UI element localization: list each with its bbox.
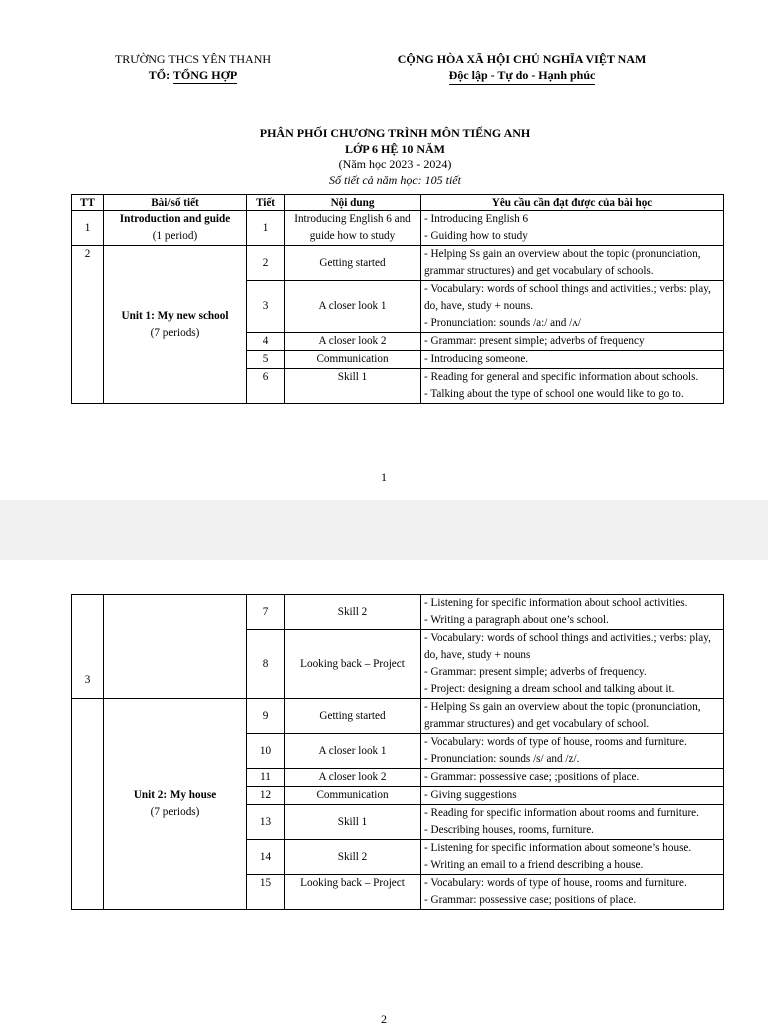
country-name: CỘNG HÒA XÃ HỘI CHỦ NGHĨA VIỆT NAM — [397, 52, 647, 66]
table-row — [72, 699, 724, 734]
title-line-1: PHÂN PHỐI CHƯƠNG TRÌNH MÔN TIẾNG ANH — [259, 126, 531, 140]
cell-content: Communication — [285, 351, 421, 369]
cell-content: Looking back – Project — [285, 630, 421, 699]
cell-content: Communication — [285, 787, 421, 805]
col-header-tt: TT — [72, 195, 104, 211]
col-header-content: Nội dung — [285, 195, 421, 211]
national-motto: Độc lập - Tự do - Hạnh phúc — [449, 67, 596, 85]
cell-period: 5 — [247, 351, 285, 369]
cell-tt: 3 — [72, 699, 104, 910]
cell-requirement: - Reading for general and specific information about schools. - Talking about the type of school one would like to go to. — [421, 369, 724, 404]
cell-content: A closer look 1 — [285, 281, 421, 333]
total-periods: Số tiết cả năm học: 105 tiết — [329, 172, 461, 187]
cell-period: 9 — [247, 699, 285, 734]
cell-requirement: - Vocabulary: words of school things and activities.; verbs: play, do, have, study + nouns. - Pronunciation: sounds /a:/ and /ʌ/ — [421, 281, 724, 333]
cell-requirement: - Reading for specific information about rooms and furniture. - Describing houses, rooms, furniture. — [421, 805, 724, 840]
cell-requirement: - Vocabulary: words of school things and activities.; verbs: play, do, have, study + nouns - Grammar: present simple; adverbs of frequency. - Project: designing a dream school and talking about it. — [421, 630, 724, 699]
school-header — [112, 51, 274, 83]
cell-content: A closer look 2 — [285, 333, 421, 351]
page-number: 2 — [381, 1012, 387, 1024]
curriculum-table-page-1 — [71, 194, 724, 404]
cell-content: A closer look 2 — [285, 769, 421, 787]
col-header-lesson: Bài/số tiết — [104, 195, 247, 211]
cell-period: 15 — [247, 875, 285, 910]
curriculum-table-page-2 — [71, 594, 724, 910]
cell-requirement: - Grammar: possessive case; ;positions of place. — [421, 769, 724, 787]
cell-period: 8 — [247, 630, 285, 699]
cell-requirement: - Giving suggestions — [421, 787, 724, 805]
cell-period: 10 — [247, 734, 285, 769]
title-line-2: LỚP 6 HỆ 10 NĂM — [344, 141, 445, 156]
cell-period: 7 — [247, 595, 285, 630]
page-number: 1 — [381, 470, 387, 484]
cell-requirement: - Grammar: present simple; adverbs of frequency — [421, 333, 724, 351]
cell-content: Getting started — [285, 699, 421, 734]
cell-requirement: - Introducing English 6 - Guiding how to study — [421, 211, 724, 246]
cell-period: 14 — [247, 840, 285, 875]
national-header — [386, 51, 658, 85]
table-header-row — [72, 195, 724, 211]
cell-tt: 1 — [72, 211, 104, 246]
cell-tt: 2 — [72, 246, 104, 404]
page-gap — [0, 500, 768, 560]
cell-lesson: Unit 2: My house (7 periods) — [104, 699, 247, 910]
cell-period: 2 — [247, 246, 285, 281]
cell-content: Skill 1 — [285, 369, 421, 404]
cell-period: 4 — [247, 333, 285, 351]
cell-requirement: - Helping Ss gain an overview about the topic (pronunciation, grammar structures) and get vocabulary of school. — [421, 699, 724, 734]
cell-period: 13 — [247, 805, 285, 840]
cell-period: 1 — [247, 211, 285, 246]
cell-requirement: - Listening for specific information about school activities. - Writing a paragraph about one’s school. — [421, 595, 724, 630]
cell-period: 12 — [247, 787, 285, 805]
cell-period: 6 — [247, 369, 285, 404]
school-year: (Năm học 2023 - 2024) — [338, 157, 452, 171]
department: TỔ: TỔNG HỢP — [148, 68, 238, 82]
col-header-period: Tiết — [247, 195, 285, 211]
cell-lesson — [104, 595, 247, 699]
cell-content: Skill 2 — [285, 595, 421, 630]
cell-content: A closer look 1 — [285, 734, 421, 769]
cell-content: Getting started — [285, 246, 421, 281]
cell-requirement: - Vocabulary: words of type of house, rooms and furniture. - Grammar: possessive case; positions of place. — [421, 875, 724, 910]
cell-requirement: - Listening for specific information about someone’s house. - Writing an email to a friend describing a house. — [421, 840, 724, 875]
school-name: TRƯỜNG THCS YÊN THANH — [114, 52, 272, 66]
table-row — [72, 595, 724, 630]
table-row — [72, 211, 724, 246]
col-header-requirement: Yêu cầu cần đạt được của bài học — [421, 195, 724, 211]
document-title — [200, 126, 590, 188]
cell-content: Looking back – Project — [285, 875, 421, 910]
table-row — [72, 246, 724, 281]
cell-content: Introducing English 6 and guide how to study — [285, 211, 421, 246]
cell-content: Skill 2 — [285, 840, 421, 875]
cell-lesson: Unit 1: My new school (7 periods) — [104, 246, 247, 404]
cell-lesson: Introduction and guide (1 period) — [104, 211, 247, 246]
cell-period: 11 — [247, 769, 285, 787]
cell-requirement: - Introducing someone. — [421, 351, 724, 369]
cell-content: Skill 1 — [285, 805, 421, 840]
cell-period: 3 — [247, 281, 285, 333]
cell-requirement: - Vocabulary: words of type of house, rooms and furniture. - Pronunciation: sounds /s/ and /z/. — [421, 734, 724, 769]
cell-requirement: - Helping Ss gain an overview about the topic (pronunciation, grammar structures) and get vocabulary of schools. — [421, 246, 724, 281]
page-1 — [0, 0, 768, 500]
